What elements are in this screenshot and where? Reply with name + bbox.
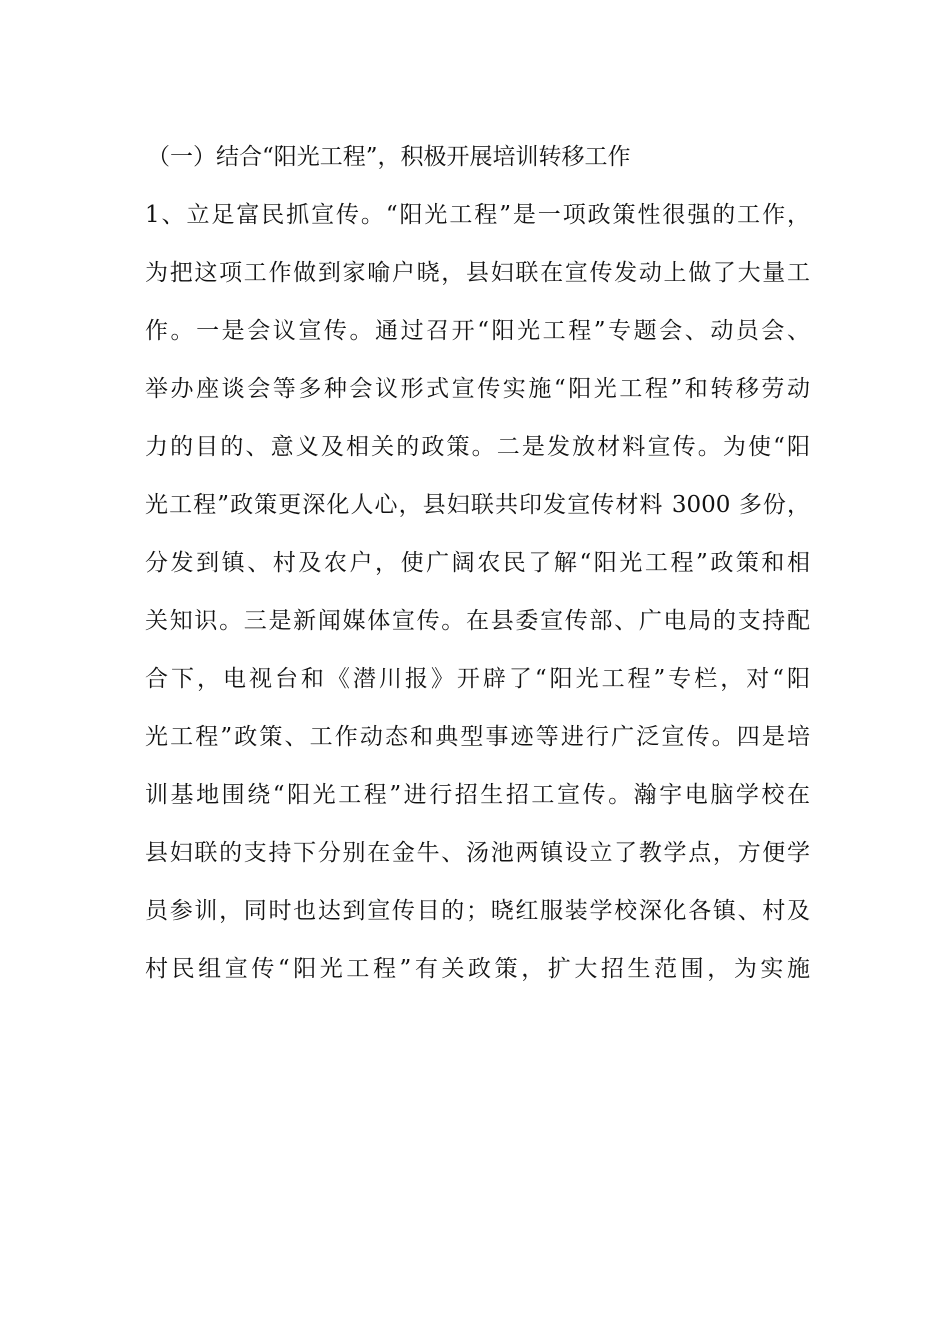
paragraph-line: 关知识。三是新闻媒体宣传。在县委宣传部、广电局的支持配 — [145, 608, 810, 634]
paragraph-line: 合下，电视台和《潜川报》开辟了“阳光工程”专栏，对“阳 — [145, 666, 810, 692]
paragraph-line: 村民组宣传“阳光工程”有关政策，扩大招生范围，为实施 — [145, 956, 810, 982]
paragraph-line: 分发到镇、村及农户，使广阔农民了解“阳光工程”政策和相 — [145, 550, 810, 576]
paragraph-line: 光工程”政策、工作动态和典型事迹等进行广泛宣传。四是培 — [145, 724, 810, 750]
section-heading: （一）结合“阳光工程”，积极开展培训转移工作 — [147, 144, 631, 170]
paragraph-line: 县妇联的支持下分别在金牛、汤池两镇设立了教学点，方便学 — [145, 840, 810, 866]
paragraph-line: 举办座谈会等多种会议形式宣传实施“阳光工程”和转移劳动 — [145, 376, 810, 402]
paragraph-line: 光工程”政策更深化人心，县妇联共印发宣传材料 3000 多份， — [145, 492, 810, 518]
document-body — [145, 128, 810, 998]
paragraph-line: 力的目的、意义及相关的政策。二是发放材料宣传。为使“阳 — [145, 434, 810, 460]
paragraph-line: 训基地围绕“阳光工程”进行招生招工宣传。瀚宇电脑学校在 — [145, 782, 810, 808]
paragraph-line: 作。一是会议宣传。通过召开“阳光工程”专题会、动员会、 — [145, 318, 810, 344]
paragraph-line: 为把这项工作做到家喻户晓，县妇联在宣传发动上做了大量工 — [145, 260, 810, 286]
paragraph-line: 1、立足富民抓宣传。“阳光工程”是一项政策性很强的工作， — [145, 202, 810, 228]
paragraph-line: 员参训，同时也达到宣传目的；晓红服装学校深化各镇、村及 — [145, 898, 810, 924]
